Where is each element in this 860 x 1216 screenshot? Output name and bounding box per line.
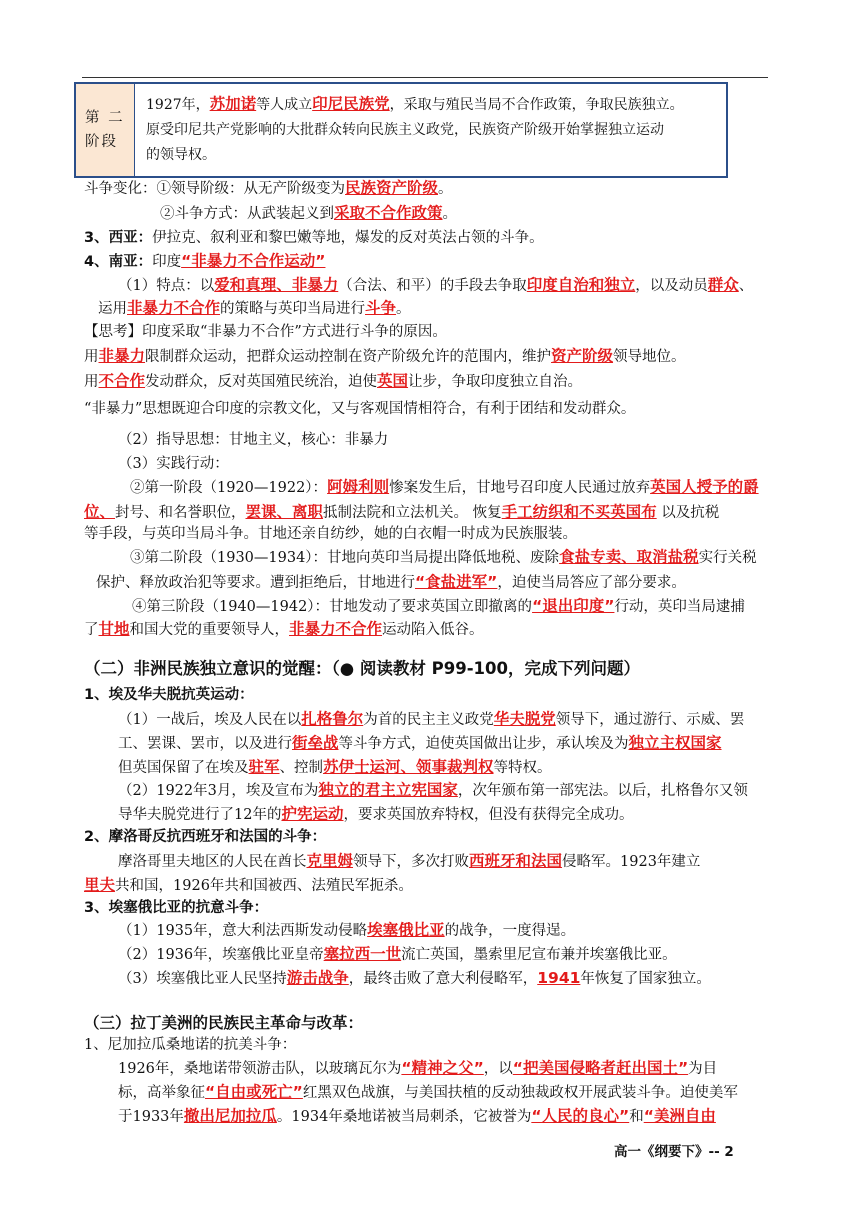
text: 为首的民主主义政党 [363, 712, 494, 728]
text: 3、西亚： [84, 230, 153, 246]
text: 伊拉克、叙利亚和黎巴嫩等地，爆发的反对英法占领的斗争。 [152, 230, 544, 246]
text: 惨案发生后，甘地号召印度人民通过放弃 [389, 480, 651, 496]
text: （1）特点：以 [118, 278, 215, 294]
answer: “食盐进军” [415, 573, 498, 591]
text: 行动，英印当局逮捕 [614, 599, 745, 615]
answer: 独立的君主立宪国家 [318, 781, 458, 799]
text: 封号、和名誉职位， [115, 505, 246, 521]
text: 实行关税 [698, 550, 757, 566]
stage-label-cell [76, 84, 135, 176]
text: ②第一阶段（1920—1922）： [130, 480, 328, 496]
text: 抵制法院和立法机关。 恢复 [323, 505, 502, 521]
stage-label: 第 二 阶段 [85, 110, 125, 150]
text: 用 [84, 374, 99, 390]
text: 印度 [152, 254, 182, 270]
answer: 独立主权国家 [628, 734, 722, 752]
text: 领导下，通过游行、示威、罢 [555, 712, 745, 728]
text: 于1933年 [118, 1109, 184, 1125]
line [130, 475, 759, 500]
answer: “精神之父” [401, 1059, 484, 1077]
text: ，要求英国放弃特权，但没有获得完全成功。 [343, 807, 634, 823]
text: 限制群众运动，把群众运动控制在资产阶级允许的范围内，维护 [145, 349, 552, 365]
sub-heading: 2、摩洛哥反抗西班牙和法国的斗争： [84, 829, 327, 845]
answer: 西班牙和法国 [469, 852, 563, 870]
sub-heading: 1、尼加拉瓜桑地诺的抗美斗争： [84, 1037, 297, 1053]
line [118, 1056, 717, 1081]
text: （2）1922年3月，埃及宣布为 [118, 783, 319, 799]
text: 让步，争取印度独立自治。 [408, 374, 583, 390]
line [96, 570, 686, 595]
answer: 埃塞俄比亚 [367, 921, 445, 939]
answer: 民族资产阶级 [345, 179, 439, 197]
line [118, 707, 744, 732]
answer: “自由或死亡” [205, 1083, 303, 1101]
stage-table [74, 82, 728, 178]
line [84, 617, 484, 642]
page-footer: 高一《纲要下》-- 2 [614, 1144, 734, 1160]
line [118, 731, 722, 756]
text: ，最终击败了意大利侵略军， [348, 971, 538, 987]
line: （2）指导思想：甘地主义，核心：非暴力 [118, 432, 389, 448]
line [118, 849, 700, 874]
answer: 街垒战 [292, 734, 339, 752]
text: 等斗争方式，迫使英国做出让步，承认埃及为 [338, 736, 629, 752]
answer: 英国人授予的爵 [650, 478, 759, 496]
text: 工、罢课、罢市，以及进行 [118, 736, 292, 752]
text: ③第二阶段（1930—1934）：甘地向英印当局提出降低地税、废除 [130, 550, 560, 566]
text: 为目 [688, 1061, 718, 1077]
answer: 英国 [377, 372, 409, 390]
text: ②斗争方式：从武装起义到 [160, 206, 334, 222]
answer: 食盐专卖、取消盐税 [559, 548, 699, 566]
text: ，次年颁布第一部宪法。以后，扎格鲁尔又领 [457, 783, 748, 799]
answer: 非暴力不合作 [127, 299, 221, 317]
line [160, 201, 457, 226]
section-heading-africa [84, 657, 640, 682]
text: （合法、和平）的手段去争取 [338, 278, 527, 294]
line [98, 296, 411, 321]
text: 领导下，多次打败 [353, 854, 470, 870]
text: 。 [442, 206, 458, 222]
text: 1927年， [146, 97, 210, 113]
text: ，迫使当局答应了部分要求。 [497, 575, 686, 591]
text: 摩洛哥里夫地区的人民在酋长 [118, 854, 307, 870]
text: 导华夫脱党进行了12年的 [118, 807, 282, 823]
answer: 印尼民族党 [312, 95, 390, 113]
text: 。1934年桑地诺被当局刺杀，它被誉为 [276, 1109, 532, 1125]
line [118, 966, 711, 991]
answer: 手工纺织和不买英国布 [501, 503, 657, 521]
text: 的战争，一度得逞。 [444, 923, 576, 939]
answer: 1941 [537, 969, 581, 987]
answer: 苏伊士运河、领事裁判权 [323, 758, 494, 776]
answer: 非暴力不合作 [289, 620, 383, 638]
text: 的策略与英印当局进行 [220, 301, 366, 317]
sub-heading: 1、埃及华夫脱抗英运动： [84, 687, 254, 703]
text: 等特权。 [493, 760, 552, 776]
line [118, 755, 552, 780]
line [84, 176, 453, 201]
text: 领导地位。 [613, 349, 686, 365]
answer: 克里姆 [306, 852, 354, 870]
text: 和国大党的重要领导人， [129, 622, 290, 638]
text: 等人成立 [256, 97, 313, 113]
text: （2）1936年，埃塞俄比亚皇帝 [118, 947, 324, 963]
text: ④第三阶段（1940—1942）：甘地发动了要求英国立即撤离的 [132, 599, 533, 615]
line [118, 778, 748, 803]
line [118, 1104, 716, 1129]
line [84, 226, 544, 250]
text: （3）埃塞俄比亚人民坚持 [118, 971, 287, 987]
text: 。 [396, 301, 411, 317]
answer: 苏加诺 [209, 95, 257, 113]
text: ，采取与殖民当局不合作政策，争取民族独立。 [389, 97, 684, 113]
answer: “退出印度” [532, 597, 615, 615]
line: “非暴力”思想既迎合印度的宗教文化，又与客观国情相符合，有利于团结和发动群众。 [84, 401, 636, 417]
text: 1926年，桑地诺带领游击队，以玻璃瓦尔为 [118, 1061, 402, 1077]
answer: 位、 [84, 503, 116, 521]
answer: 里夫 [84, 876, 116, 894]
stage-content [146, 92, 716, 168]
text: 原受印尼共产党影响的大批群众转向民族主义政党，民族资产阶级开始掌握独立运动 [146, 122, 664, 138]
answer: 斗争 [365, 299, 397, 317]
text: 、 [738, 278, 754, 294]
text: 4、南亚： [84, 254, 153, 270]
text: 运用 [98, 301, 127, 317]
answer: 阿姆利则 [327, 478, 390, 496]
answer: “把美国侵略者赶出国土” [512, 1059, 689, 1077]
text: （● 阅读教材 P99-100，完成下列问题） [331, 659, 640, 678]
line [118, 273, 753, 298]
text: 。 [438, 181, 453, 197]
text: ，以 [483, 1061, 513, 1077]
line: 等手段，与英印当局斗争。甘地还亲自纺纱，她的白衣帽一时成为民族服装。 [84, 526, 577, 542]
text: 运动陷入低谷。 [382, 622, 484, 638]
text: 了 [84, 622, 99, 638]
think-prompt: 【思考】印度采取“非暴力不合作”方式进行斗争的原因。 [84, 324, 447, 340]
line [118, 918, 575, 943]
answer: 群众 [707, 276, 739, 294]
answer: 罢课、离职 [245, 503, 324, 521]
answer: 不合作 [98, 372, 146, 390]
answer: 印度自治和独立 [526, 276, 636, 294]
answer: “人民的良心” [531, 1107, 630, 1125]
line [84, 249, 325, 274]
text: 斗争变化：①领导阶级：从无产阶级变为 [84, 181, 345, 197]
text: 年恢复了国家独立。 [580, 971, 711, 987]
line [84, 873, 413, 898]
text: 流亡英国，墨索里尼宣布兼并埃塞俄比亚。 [401, 947, 677, 963]
answer: 资产阶级 [551, 347, 614, 365]
answer: 撤出尼加拉瓜 [183, 1107, 277, 1125]
sub-heading: 3、埃塞俄比亚的抗意斗争： [84, 900, 269, 916]
line: （3）实践行动： [118, 456, 229, 472]
header-rule [82, 77, 768, 78]
text: （二）非洲民族独立意识的觉醒： [84, 659, 332, 678]
answer: 塞拉西一世 [323, 945, 402, 963]
answer: “非暴力不合作运动” [181, 252, 326, 270]
answer: 扎格鲁尔 [301, 710, 364, 728]
answer: 护宪运动 [281, 805, 344, 823]
line [84, 344, 686, 369]
text: 侵略军。1923年建立 [562, 854, 701, 870]
line [118, 802, 633, 827]
text: 标，高举象征 [118, 1085, 205, 1101]
text: ，以及动员 [635, 278, 708, 294]
text: 发动群众，反对英国殖民统治，迫使 [145, 374, 378, 390]
line [118, 1080, 738, 1105]
answer: “美洲自由 [643, 1107, 716, 1125]
text: 但英国保留了在埃及 [118, 760, 249, 776]
text: 共和国，1926年共和国被西、法殖民军扼杀。 [115, 878, 413, 894]
text: 保护、释放政治犯等要求。遭到拒绝后，甘地进行 [96, 575, 415, 591]
answer: 驻军 [248, 758, 280, 776]
answer: 甘地 [98, 620, 130, 638]
line [132, 594, 745, 619]
text: 和 [629, 1109, 644, 1125]
text: （1）1935年，意大利法西斯发动侵略 [118, 923, 368, 939]
section-heading-latin-america: （三）拉丁美洲的民族民主革命与改革： [84, 1014, 364, 1032]
text: 以及抗税 [656, 505, 720, 521]
answer: 游击战争 [286, 969, 349, 987]
text: 用 [84, 349, 99, 365]
text: 红黑双色战旗，与美国扶植的反动独裁政权开展武装斗争。迫使美军 [302, 1085, 738, 1101]
answer: 采取不合作政策 [334, 204, 443, 222]
text: 、控制 [279, 760, 324, 776]
line [84, 369, 582, 394]
line [118, 942, 677, 967]
text: （1）一战后，埃及人民在以 [118, 712, 302, 728]
answer: 爱和真理、非暴力 [214, 276, 339, 294]
line [130, 545, 757, 570]
answer: 非暴力 [98, 347, 146, 365]
answer: 华夫脱党 [493, 710, 556, 728]
text: 的领导权。 [146, 147, 216, 163]
